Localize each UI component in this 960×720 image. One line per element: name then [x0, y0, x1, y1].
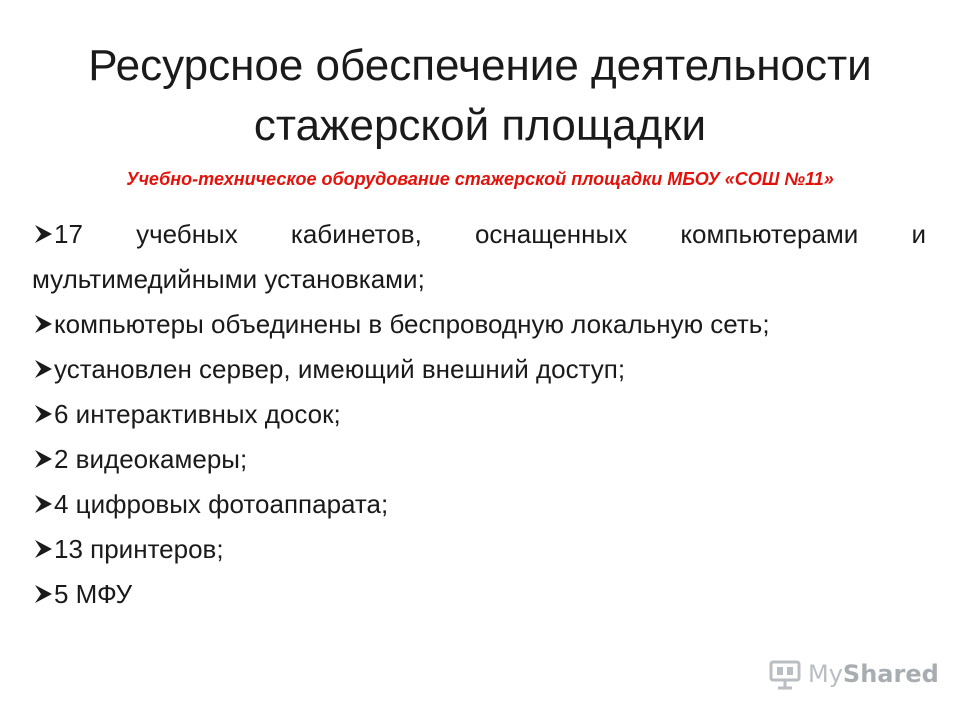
- bullet-text: 2 видеокамеры;: [54, 444, 248, 474]
- list-item: [32, 302, 926, 347]
- bullet-text: 17 учебных кабинетов, оснащенных компьютерами и мультимедийными установками;: [32, 219, 926, 294]
- bullet-text: 4 цифровых фотоаппарата;: [54, 489, 389, 519]
- arrow-right-icon: [32, 493, 54, 515]
- arrow-right-icon: [32, 583, 54, 605]
- list-item: [32, 482, 926, 527]
- list-item: [32, 437, 926, 482]
- watermark-brand: [808, 660, 939, 688]
- bullet-text: 5 МФУ: [54, 579, 133, 609]
- bullet-text: 13 принтеров;: [54, 534, 224, 564]
- list-item: [32, 212, 926, 302]
- arrow-right-icon: [32, 313, 54, 335]
- bullet-text: компьютеры объединены в беспроводную локальную сеть;: [54, 309, 770, 339]
- bullet-text: установлен сервер, имеющий внешний доступ;: [54, 354, 626, 384]
- arrow-right-icon: [32, 448, 54, 470]
- watermark: [768, 654, 939, 694]
- brand-light: My: [808, 660, 843, 688]
- list-item: [32, 392, 926, 437]
- bullet-text: 6 интерактивных досок;: [54, 399, 341, 429]
- slide-subtitle: Учебно-техническое оборудование стажерской площадки МБОУ «СОШ №11»: [126, 169, 834, 189]
- arrow-right-icon: [32, 538, 54, 560]
- presentation-board-icon: [768, 657, 802, 691]
- arrow-right-icon: [32, 223, 54, 245]
- list-item: [32, 572, 926, 617]
- slide-title: Ресурсное обеспечение деятельности стажерской площадки: [88, 41, 872, 150]
- bullet-list: [32, 212, 926, 617]
- list-item: [32, 527, 926, 572]
- arrow-right-icon: [32, 358, 54, 380]
- list-item: [32, 347, 926, 392]
- arrow-right-icon: [32, 403, 54, 425]
- brand-bold: Shared: [842, 660, 939, 688]
